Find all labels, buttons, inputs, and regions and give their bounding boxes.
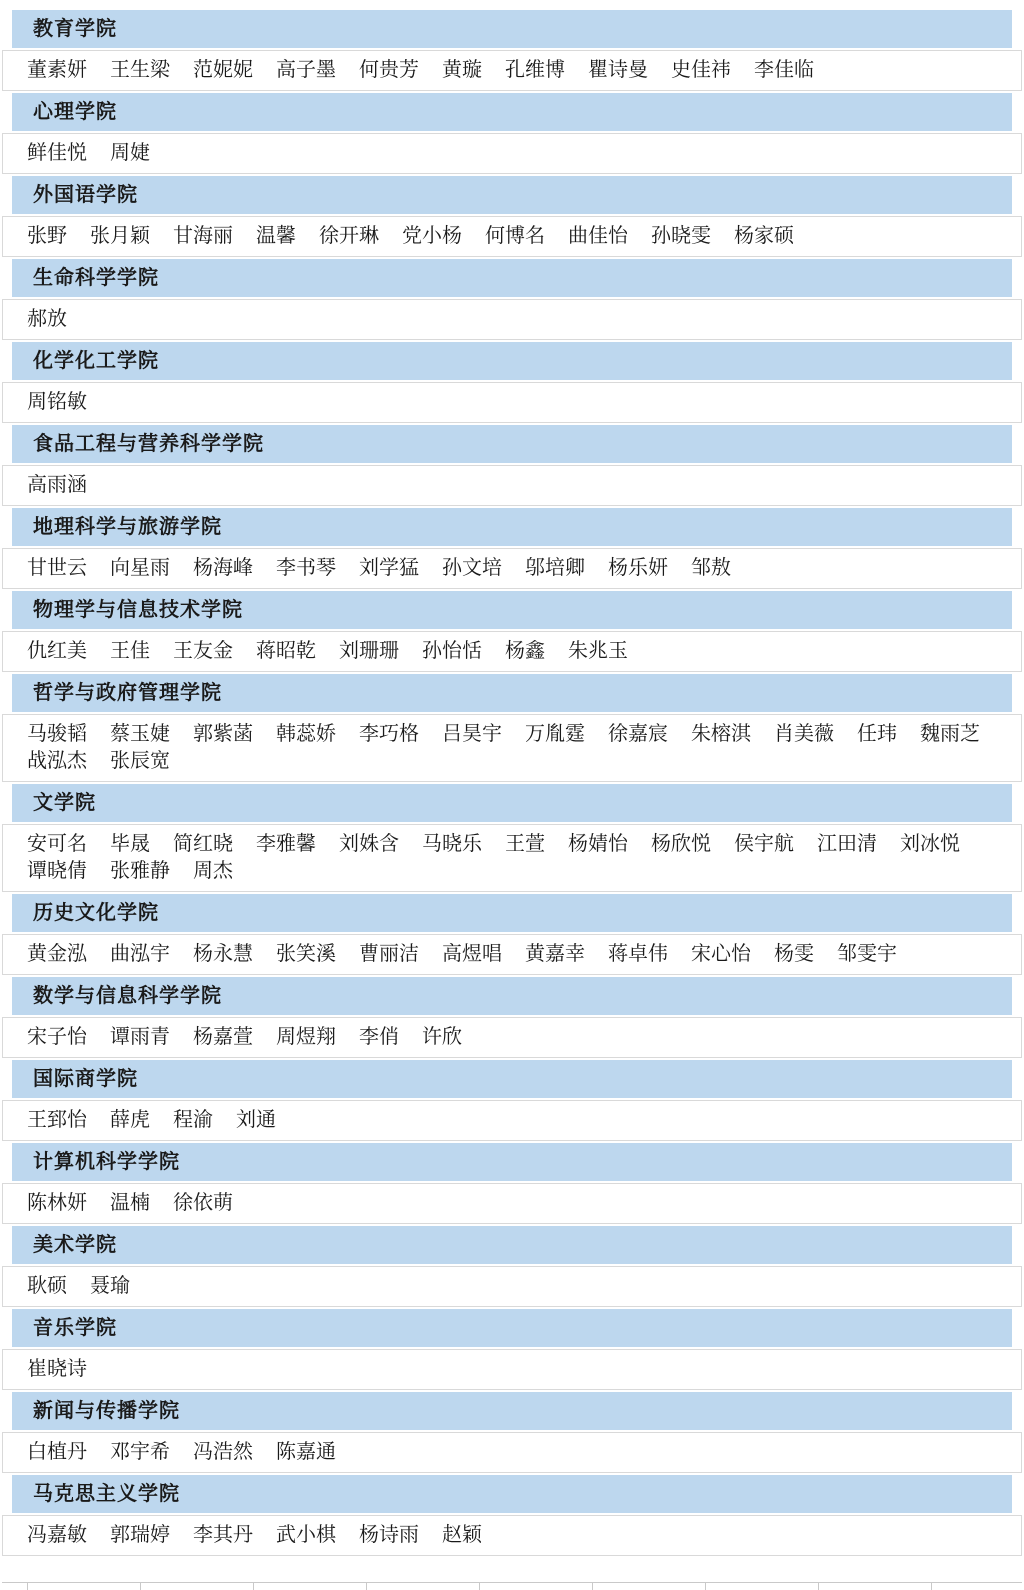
names-row-cell[interactable] <box>2 548 1022 589</box>
student-name: 朱兆玉 <box>568 640 628 662</box>
student-name: 王友金 <box>173 640 233 662</box>
names-row-cell[interactable] <box>2 133 1022 174</box>
student-name: 冯浩然 <box>193 1441 253 1463</box>
student-name: 杨诗雨 <box>359 1524 419 1546</box>
student-name: 杨家硕 <box>734 225 794 247</box>
college-header-cell[interactable]: 数学与信息科学学院 <box>12 977 1012 1015</box>
student-name: 张笑溪 <box>276 943 336 965</box>
student-name: 温馨 <box>256 225 296 247</box>
student-name: 毕晟 <box>110 833 150 855</box>
student-name: 周杰 <box>193 860 233 882</box>
college-section <box>0 425 1024 506</box>
student-name: 杨欣悦 <box>651 833 711 855</box>
student-name: 魏雨芝 <box>920 723 980 745</box>
student-name: 蒋卓伟 <box>608 943 668 965</box>
names-row-cell[interactable] <box>2 1515 1022 1556</box>
student-name: 谭晓倩 <box>27 860 87 882</box>
college-section <box>0 1392 1024 1473</box>
grid-cell[interactable] <box>480 1583 593 1590</box>
student-name: 杨海峰 <box>193 557 253 579</box>
student-name: 李其丹 <box>193 1524 253 1546</box>
college-header-cell[interactable]: 美术学院 <box>12 1226 1012 1264</box>
student-name: 鲜佳悦 <box>27 142 87 164</box>
student-name: 杨乐妍 <box>608 557 668 579</box>
names-row-cell[interactable] <box>2 1183 1022 1224</box>
names-row-cell[interactable] <box>2 465 1022 506</box>
student-name: 聂瑜 <box>90 1275 130 1297</box>
student-name: 蔡玉婕 <box>110 723 170 745</box>
grid-cell[interactable] <box>819 1583 932 1590</box>
student-name: 赵颖 <box>442 1524 482 1546</box>
student-name: 简红晓 <box>173 833 233 855</box>
student-name: 郝放 <box>27 308 67 330</box>
student-name: 甘世云 <box>27 557 87 579</box>
student-name: 耿硕 <box>27 1275 67 1297</box>
student-name: 李佳临 <box>754 59 814 81</box>
student-name: 孙怡恬 <box>422 640 482 662</box>
student-name: 杨鑫 <box>505 640 545 662</box>
student-name: 侯宇航 <box>734 833 794 855</box>
student-name: 徐开琳 <box>319 225 379 247</box>
names-row-cell[interactable] <box>2 382 1022 423</box>
student-name: 谭雨青 <box>110 1026 170 1048</box>
student-name: 甘海丽 <box>173 225 233 247</box>
student-name: 李书琴 <box>276 557 336 579</box>
student-name: 白植丹 <box>27 1441 87 1463</box>
student-name: 刘冰悦 <box>900 833 960 855</box>
college-section <box>0 508 1024 589</box>
grid-cell[interactable] <box>254 1583 367 1590</box>
student-name: 张雅静 <box>110 860 170 882</box>
student-name: 王郅怡 <box>27 1109 87 1131</box>
student-name: 许欣 <box>422 1026 462 1048</box>
college-header-cell[interactable]: 马克思主义学院 <box>12 1475 1012 1513</box>
college-header-cell[interactable]: 食品工程与营养科学学院 <box>12 425 1012 463</box>
student-name: 刘珊珊 <box>339 640 399 662</box>
student-name: 王生梁 <box>110 59 170 81</box>
college-section <box>0 784 1024 892</box>
college-section <box>0 259 1024 340</box>
student-name: 王萱 <box>505 833 545 855</box>
student-name: 肖美薇 <box>774 723 834 745</box>
student-name: 朱榕淇 <box>691 723 751 745</box>
student-name: 任玮 <box>857 723 897 745</box>
student-name: 周煜翔 <box>276 1026 336 1048</box>
college-section <box>0 1309 1024 1390</box>
college-header-cell[interactable]: 哲学与政府管理学院 <box>12 674 1012 712</box>
bottom-grid-row <box>2 1582 1022 1590</box>
student-name: 王佳 <box>110 640 150 662</box>
student-name: 邹雯宇 <box>837 943 897 965</box>
student-name: 张辰宽 <box>110 750 170 772</box>
college-section <box>0 591 1024 672</box>
college-header-cell[interactable]: 物理学与信息技术学院 <box>12 591 1012 629</box>
student-name: 蒋昭乾 <box>256 640 316 662</box>
student-name: 黄嘉幸 <box>525 943 585 965</box>
college-header-cell[interactable]: 心理学院 <box>12 93 1012 131</box>
student-name: 程渝 <box>173 1109 213 1131</box>
college-header-cell[interactable]: 生命科学学院 <box>12 259 1012 297</box>
college-header-cell[interactable]: 化学化工学院 <box>12 342 1012 380</box>
student-name: 薛虎 <box>110 1109 150 1131</box>
student-name: 瞿诗曼 <box>588 59 648 81</box>
grid-cell[interactable] <box>367 1583 480 1590</box>
student-name: 徐嘉宸 <box>608 723 668 745</box>
names-row-cell[interactable] <box>2 1266 1022 1307</box>
student-name: 邹敖 <box>691 557 731 579</box>
names-row-cell[interactable] <box>2 1432 1022 1473</box>
student-name: 马晓乐 <box>422 833 482 855</box>
student-name: 战泓杰 <box>27 750 87 772</box>
names-row-cell[interactable] <box>2 50 1022 91</box>
student-name: 邬培卿 <box>525 557 585 579</box>
student-name: 崔晓诗 <box>27 1358 87 1380</box>
student-name: 邓宇希 <box>110 1441 170 1463</box>
college-header-cell[interactable]: 历史文化学院 <box>12 894 1012 932</box>
college-section <box>0 894 1024 975</box>
student-name: 范妮妮 <box>193 59 253 81</box>
names-row-cell[interactable] <box>2 714 1022 782</box>
names-row-cell[interactable] <box>2 1100 1022 1141</box>
student-name: 何博名 <box>485 225 545 247</box>
student-name: 徐依萌 <box>173 1192 233 1214</box>
student-name: 万胤霆 <box>525 723 585 745</box>
college-header-cell[interactable]: 外国语学院 <box>12 176 1012 214</box>
student-name: 孙文培 <box>442 557 502 579</box>
student-name: 李巧格 <box>359 723 419 745</box>
student-name: 陈林妍 <box>27 1192 87 1214</box>
names-row-cell[interactable] <box>2 1349 1022 1390</box>
names-row-cell[interactable] <box>2 216 1022 257</box>
names-row-cell[interactable] <box>2 631 1022 672</box>
student-name: 杨婧怡 <box>568 833 628 855</box>
student-name: 安可名 <box>27 833 87 855</box>
grid-cell[interactable] <box>141 1583 254 1590</box>
student-name: 曲佳怡 <box>568 225 628 247</box>
student-name: 党小杨 <box>402 225 462 247</box>
student-name: 宋心怡 <box>691 943 751 965</box>
grid-cell[interactable] <box>2 1583 28 1590</box>
student-name: 黄璇 <box>442 59 482 81</box>
student-name: 孔维博 <box>505 59 565 81</box>
student-name: 李雅馨 <box>256 833 316 855</box>
student-name: 刘学猛 <box>359 557 419 579</box>
names-row-cell[interactable] <box>2 824 1022 892</box>
student-name: 曹丽洁 <box>359 943 419 965</box>
college-header-cell[interactable]: 教育学院 <box>12 10 1012 48</box>
student-name: 高雨涵 <box>27 474 87 496</box>
student-name: 仇红美 <box>27 640 87 662</box>
student-name: 陈嘉通 <box>276 1441 336 1463</box>
student-name: 孙晓雯 <box>651 225 711 247</box>
student-name: 郭紫菡 <box>193 723 253 745</box>
names-row-cell[interactable] <box>2 1017 1022 1058</box>
college-section <box>0 674 1024 782</box>
student-name: 杨嘉萱 <box>193 1026 253 1048</box>
college-header-cell[interactable]: 文学院 <box>12 784 1012 822</box>
student-name: 高煜唱 <box>442 943 502 965</box>
college-section <box>0 1143 1024 1224</box>
names-row-cell[interactable] <box>2 299 1022 340</box>
student-name: 高子墨 <box>276 59 336 81</box>
student-name: 刘通 <box>236 1109 276 1131</box>
college-section <box>0 977 1024 1058</box>
grid-cell[interactable] <box>932 1583 1022 1590</box>
student-name: 曲泓宇 <box>110 943 170 965</box>
student-name: 何贵芳 <box>359 59 419 81</box>
student-name: 冯嘉敏 <box>27 1524 87 1546</box>
college-section <box>0 342 1024 423</box>
grid-cell[interactable] <box>706 1583 819 1590</box>
college-section <box>0 1475 1024 1556</box>
student-name: 张月颖 <box>90 225 150 247</box>
college-section <box>0 10 1024 91</box>
student-name: 向星雨 <box>110 557 170 579</box>
college-section <box>0 176 1024 257</box>
names-row-cell[interactable] <box>2 934 1022 975</box>
college-header-cell[interactable]: 计算机科学学院 <box>12 1143 1012 1181</box>
student-name: 史佳祎 <box>671 59 731 81</box>
college-header-cell[interactable]: 新闻与传播学院 <box>12 1392 1012 1430</box>
student-name: 江田清 <box>817 833 877 855</box>
student-name: 武小棋 <box>276 1524 336 1546</box>
college-section <box>0 1226 1024 1307</box>
student-name: 董素妍 <box>27 59 87 81</box>
student-name: 温楠 <box>110 1192 150 1214</box>
student-name: 韩蕊娇 <box>276 723 336 745</box>
student-name: 马骏韬 <box>27 723 87 745</box>
student-name: 周婕 <box>110 142 150 164</box>
student-name: 吕昊宇 <box>442 723 502 745</box>
grid-cell[interactable] <box>28 1583 141 1590</box>
college-header-cell[interactable]: 国际商学院 <box>12 1060 1012 1098</box>
student-name: 郭瑞婷 <box>110 1524 170 1546</box>
student-name: 李俏 <box>359 1026 399 1048</box>
student-name: 宋子怡 <box>27 1026 87 1048</box>
student-name: 周铭敏 <box>27 391 87 413</box>
grid-cell[interactable] <box>593 1583 706 1590</box>
college-header-cell[interactable]: 音乐学院 <box>12 1309 1012 1347</box>
college-section <box>0 1060 1024 1141</box>
student-name: 刘姝含 <box>339 833 399 855</box>
student-name: 杨雯 <box>774 943 814 965</box>
student-name: 张野 <box>27 225 67 247</box>
student-name: 杨永慧 <box>193 943 253 965</box>
college-section <box>0 93 1024 174</box>
college-header-cell[interactable]: 地理科学与旅游学院 <box>12 508 1012 546</box>
student-name: 黄金泓 <box>27 943 87 965</box>
